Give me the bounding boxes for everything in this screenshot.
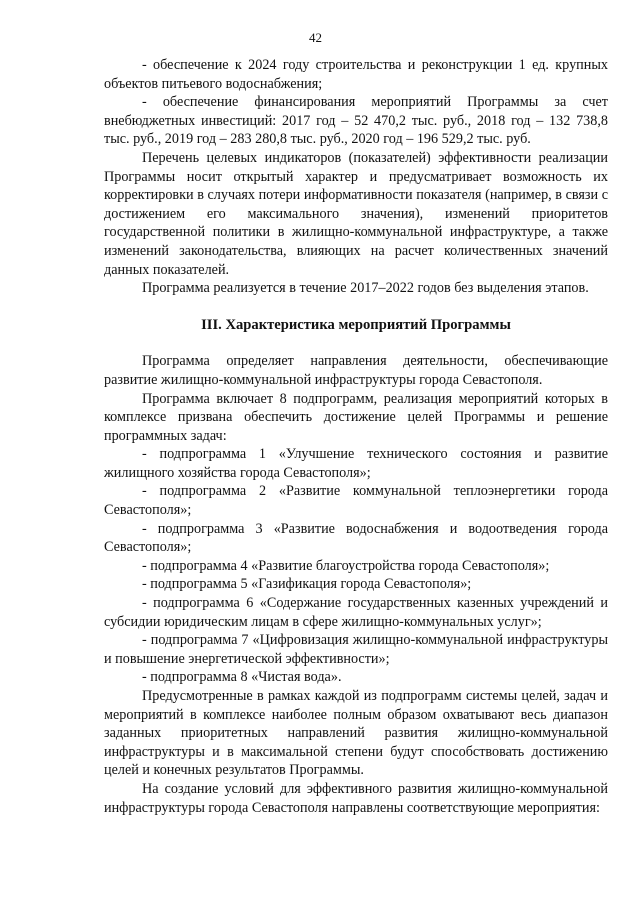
paragraph: - обеспечение финансирования мероприятий Программы за счет внебюджетных инвестиций: 2017 год – 52 470,2 тыс. руб., 2018 год – 132 738,8 тыс. руб., 2019 год – 283 280,8 тыс. руб., 2020 год – 196 529,2 тыс. руб. — [104, 94, 608, 148]
paragraph: Программа включает 8 подпрограмм, реализация мероприятий которых в комплексе призвана обеспечить достижение целей Программы и решение программных задач: — [104, 390, 608, 444]
list-item: - подпрограмма 6 «Содержание государственных казенных учреждений и субсидии юридическим лицам в сфере жилищно-коммунальных услуг»; — [104, 595, 608, 630]
list-item: - подпрограмма 8 «Чистая вода». — [142, 669, 342, 686]
paragraph: Программа определяет направления деятельности, обеспечивающие развитие жилищно-коммунальной инфраструктуры города Севастополя. — [104, 353, 608, 388]
paragraph: Программа реализуется в течение 2017–2022 годов без выделения этапов. — [142, 280, 589, 297]
paragraph: - обеспечение к 2024 году строительства и реконструкции 1 ед. крупных объектов питьевого водоснабжения; — [104, 57, 608, 92]
document-body — [104, 56, 608, 817]
list-item: - подпрограмма 1 «Улучшение технического состояния и развитие жилищного хозяйства города Севастополя»; — [104, 446, 608, 481]
page-number: 42 — [309, 30, 322, 45]
section-heading: III. Характеристика мероприятий Программы — [201, 316, 511, 333]
paragraph: Предусмотренные в рамках каждой из подпрограмм системы целей, задач и мероприятий в комплексе наиболее полным образом охватывают весь диапазон заданных приоритетных направлений развития жилищно-коммунальной инфраструктуры и в максимальной степени будут способствовать достижению целей и конечных результатов Программы. — [104, 688, 608, 779]
list-item: - подпрограмма 3 «Развитие водоснабжения и водоотведения города Севастополя»; — [104, 520, 608, 556]
list-item: - подпрограмма 2 «Развитие коммунальной теплоэнергетики города Севастополя»; — [104, 483, 608, 519]
paragraph: Перечень целевых индикаторов (показателей) эффективности реализации Программы носит открытый характер и предусматривает возможность их корректировки в случаях потери информативности показателя (например, в связи с достижением его максимального значения), изменений приоритетов государственной политики в жилищно-коммунальной инфраструктуре, а также изменений законодательства, влияющих на расчет количественных значений данных показателей. — [104, 149, 608, 278]
list-item: - подпрограмма 7 «Цифровизация жилищно-коммунальной инфраструктуры и повышение энергетической эффективности»; — [104, 632, 608, 667]
paragraph: На создание условий для эффективного развития жилищно-коммунальной инфраструктуры города Севастополя направлены соответствующие мероприятия: — [104, 780, 608, 816]
list-item: - подпрограмма 4 «Развитие благоустройства города Севастополя»; — [142, 557, 550, 574]
list-item: - подпрограмма 5 «Газификация города Севастополя»; — [142, 576, 472, 593]
